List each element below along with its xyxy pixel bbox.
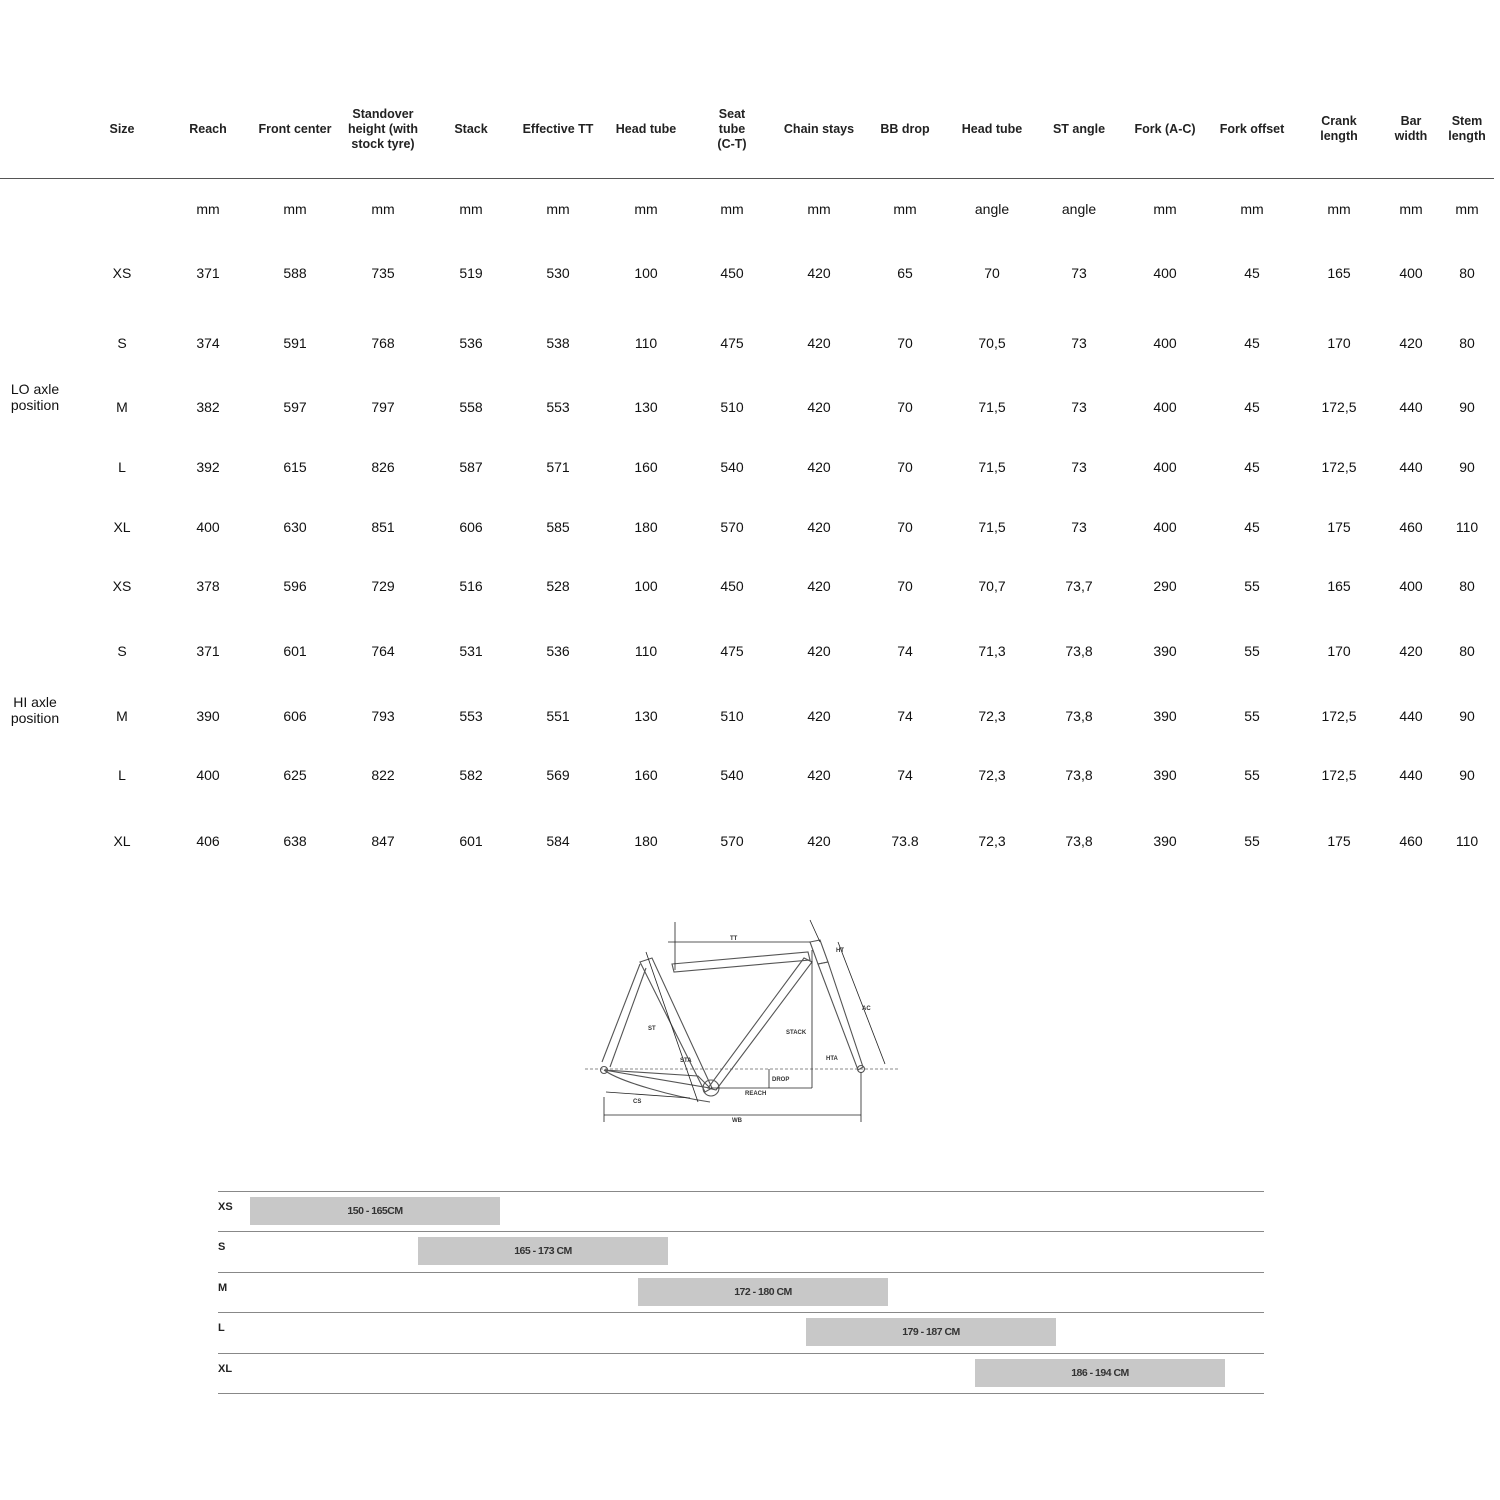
table-cell: 793	[371, 708, 395, 724]
chart-size-label: L	[218, 1322, 225, 1334]
table-cell: 822	[371, 767, 395, 783]
table-cell: 73,8	[1065, 833, 1093, 849]
chart-size-label: S	[218, 1241, 226, 1253]
table-cell: 65	[897, 265, 913, 281]
table-cell: 536	[459, 335, 483, 351]
table-cell: 851	[371, 519, 395, 535]
table-cell: 70	[897, 399, 913, 415]
table-cell: 73	[1071, 399, 1087, 415]
column-header-text: Chain stays	[783, 121, 855, 136]
table-cell: 371	[196, 265, 220, 281]
size-cell: XL	[113, 833, 131, 849]
chart-row	[218, 1353, 1264, 1393]
table-cell: 587	[459, 459, 483, 475]
unit-cell: angle	[1061, 201, 1097, 217]
table-cell: 420	[807, 578, 831, 594]
table-cell: 571	[546, 459, 570, 475]
column-header	[1120, 108, 1210, 150]
table-cell: 400	[1399, 578, 1423, 594]
table-cell: 553	[459, 708, 483, 724]
unit-cell: mm	[720, 201, 744, 217]
table-cell: 74	[897, 643, 913, 659]
size-cell: S	[117, 335, 127, 351]
table-cell: 536	[546, 643, 570, 659]
table-cell: 130	[634, 399, 658, 415]
table-cell: 460	[1399, 833, 1423, 849]
label-sta: STA	[680, 1058, 692, 1064]
table-cell: 160	[634, 767, 658, 783]
seat-tube	[640, 958, 712, 1092]
table-cell: 420	[807, 459, 831, 475]
unit-cell: mm	[807, 201, 831, 217]
table-cell: 290	[1153, 578, 1177, 594]
table-cell: 584	[546, 833, 570, 849]
unit-cell: mm	[371, 201, 395, 217]
table-cell: 625	[283, 767, 307, 783]
table-cell: 420	[807, 335, 831, 351]
table-cell: 70,7	[978, 578, 1006, 594]
table-cell: 180	[634, 833, 658, 849]
cs-dim	[606, 1092, 690, 1098]
chart-size-label: M	[218, 1282, 228, 1294]
table-cell: 585	[546, 519, 570, 535]
table-cell: 172,5	[1321, 459, 1357, 475]
table-cell: 73,8	[1065, 708, 1093, 724]
table-cell: 729	[371, 578, 395, 594]
size-cell: S	[117, 643, 127, 659]
table-cell: 90	[1459, 399, 1475, 415]
table-cell: 390	[1153, 833, 1177, 849]
unit-cell: mm	[283, 201, 307, 217]
table-cell: 540	[720, 459, 744, 475]
column-header	[77, 108, 167, 150]
column-header	[163, 108, 253, 150]
table-cell: 519	[459, 265, 483, 281]
table-cell: 553	[546, 399, 570, 415]
table-cell: 55	[1244, 767, 1260, 783]
table-cell: 172,5	[1321, 767, 1357, 783]
table-cell: 420	[807, 833, 831, 849]
table-cell: 110	[634, 335, 658, 351]
table-cell: 570	[720, 519, 744, 535]
header-divider	[0, 178, 1494, 179]
table-cell: 460	[1399, 519, 1423, 535]
table-cell: 55	[1244, 643, 1260, 659]
table-cell: 80	[1459, 643, 1475, 659]
table-cell: 175	[1327, 833, 1351, 849]
column-header-text: Fork (A-C)	[1134, 121, 1196, 136]
table-cell: 130	[634, 708, 658, 724]
label-ht: HT	[836, 948, 844, 954]
table-cell: 73.8	[891, 833, 919, 849]
table-cell: 70	[897, 519, 913, 535]
table-cell: 70	[897, 578, 913, 594]
column-header-text: Fork offset	[1219, 121, 1285, 136]
table-cell: 100	[634, 265, 658, 281]
table-cell: 45	[1244, 399, 1260, 415]
table-cell: 420	[807, 265, 831, 281]
column-header	[1034, 108, 1124, 150]
unit-cell: mm	[1240, 201, 1264, 217]
table-cell: 55	[1244, 833, 1260, 849]
table-cell: 55	[1244, 708, 1260, 724]
column-header-text: Head tube	[615, 121, 677, 136]
table-cell: 630	[283, 519, 307, 535]
table-cell: 73	[1071, 265, 1087, 281]
unit-cell: mm	[893, 201, 917, 217]
size-cell: L	[118, 459, 126, 475]
column-header	[860, 108, 950, 150]
table-cell: 73	[1071, 335, 1087, 351]
size-cell: L	[118, 767, 126, 783]
column-header	[344, 108, 422, 150]
label-reach: REACH	[745, 1091, 767, 1097]
table-cell: 420	[807, 399, 831, 415]
table-cell: 601	[459, 833, 483, 849]
table-cell: 45	[1244, 459, 1260, 475]
unit-cell: mm	[196, 201, 220, 217]
table-cell: 440	[1399, 459, 1423, 475]
table-cell: 165	[1327, 265, 1351, 281]
top-tube	[672, 952, 810, 972]
table-cell: 558	[459, 399, 483, 415]
column-header	[1445, 108, 1489, 150]
table-cell: 420	[1399, 643, 1423, 659]
size-cell: XL	[113, 519, 131, 535]
axle-position-label: LO axle position	[10, 381, 60, 413]
table-cell: 420	[807, 767, 831, 783]
table-cell: 45	[1244, 265, 1260, 281]
table-cell: 516	[459, 578, 483, 594]
table-cell: 90	[1459, 708, 1475, 724]
table-cell: 71,5	[978, 519, 1006, 535]
table-cell: 596	[283, 578, 307, 594]
label-stack: STACK	[786, 1030, 807, 1036]
table-cell: 764	[371, 643, 395, 659]
table-cell: 606	[459, 519, 483, 535]
height-range-bar: 165 - 173 CM	[418, 1237, 668, 1265]
table-cell: 735	[371, 265, 395, 281]
table-cell: 73,7	[1065, 578, 1093, 594]
column-header-text: Seat tube (C-T)	[717, 106, 747, 151]
unit-cell: mm	[546, 201, 570, 217]
column-header-text: Bar width	[1394, 114, 1428, 143]
column-header-text: ST angle	[1052, 121, 1106, 136]
label-wb: WB	[732, 1118, 742, 1124]
table-cell: 591	[283, 335, 307, 351]
unit-cell: mm	[459, 201, 483, 217]
table-cell: 400	[196, 519, 220, 535]
column-header	[601, 108, 691, 150]
table-cell: 71,3	[978, 643, 1006, 659]
size-cell: XS	[112, 578, 132, 594]
table-cell: 80	[1459, 578, 1475, 594]
table-cell: 73	[1071, 459, 1087, 475]
table-cell: 588	[283, 265, 307, 281]
table-cell: 400	[1153, 399, 1177, 415]
label-hta: HTA	[826, 1056, 838, 1062]
table-cell: 638	[283, 833, 307, 849]
table-cell: 392	[196, 459, 220, 475]
table-cell: 400	[1399, 265, 1423, 281]
label-cs: CS	[633, 1099, 642, 1105]
table-cell: 475	[720, 335, 744, 351]
table-cell: 70	[984, 265, 1000, 281]
table-cell: 74	[897, 767, 913, 783]
table-cell: 110	[1455, 833, 1479, 849]
table-cell: 826	[371, 459, 395, 475]
table-cell: 597	[283, 399, 307, 415]
label-tt: TT	[730, 936, 738, 942]
chart-size-label: XL	[218, 1363, 233, 1375]
table-cell: 160	[634, 459, 658, 475]
column-header	[1207, 108, 1297, 150]
chart-row	[218, 1191, 1264, 1231]
table-cell: 510	[720, 708, 744, 724]
table-cell: 90	[1459, 459, 1475, 475]
height-range-bar: 172 - 180 CM	[638, 1278, 888, 1306]
column-header-text: BB drop	[880, 121, 930, 136]
table-cell: 100	[634, 578, 658, 594]
down-tube	[708, 958, 812, 1090]
table-cell: 72,3	[978, 767, 1006, 783]
table-cell: 601	[283, 643, 307, 659]
label-st: ST	[648, 1026, 656, 1032]
column-header	[513, 108, 603, 150]
table-cell: 400	[196, 767, 220, 783]
table-cell: 538	[546, 335, 570, 351]
table-cell: 110	[1455, 519, 1479, 535]
table-cell: 74	[897, 708, 913, 724]
table-cell: 45	[1244, 519, 1260, 535]
table-cell: 569	[546, 767, 570, 783]
table-cell: 797	[371, 399, 395, 415]
table-cell: 400	[1153, 335, 1177, 351]
table-cell: 180	[634, 519, 658, 535]
unit-cell: mm	[1153, 201, 1177, 217]
table-cell: 165	[1327, 578, 1351, 594]
table-cell: 440	[1399, 399, 1423, 415]
table-cell: 540	[720, 767, 744, 783]
table-cell: 420	[807, 708, 831, 724]
table-cell: 90	[1459, 767, 1475, 783]
table-cell: 420	[1399, 335, 1423, 351]
column-header-text: Stack	[454, 121, 488, 136]
column-header-text: Head tube	[961, 121, 1023, 136]
size-cell: M	[116, 708, 128, 724]
size-cell: XS	[112, 265, 132, 281]
table-cell: 382	[196, 399, 220, 415]
size-cell: M	[116, 399, 128, 415]
table-cell: 72,3	[978, 708, 1006, 724]
height-range-bar: 186 - 194 CM	[975, 1359, 1225, 1387]
table-cell: 55	[1244, 578, 1260, 594]
height-range-bar: 150 - 165CM	[250, 1197, 500, 1225]
chart-row	[218, 1272, 1264, 1312]
table-cell: 73,8	[1065, 643, 1093, 659]
label-drop: DROP	[772, 1077, 790, 1083]
column-header	[1389, 108, 1433, 150]
table-cell: 406	[196, 833, 220, 849]
table-cell: 475	[720, 643, 744, 659]
table-cell: 615	[283, 459, 307, 475]
ac-dim	[838, 942, 885, 1064]
column-header-text: Front center	[258, 121, 332, 136]
table-cell: 531	[459, 643, 483, 659]
table-cell: 450	[720, 265, 744, 281]
unit-cell: mm	[634, 201, 658, 217]
table-cell: 71,5	[978, 399, 1006, 415]
column-header-text: Reach	[189, 121, 227, 136]
column-header-text: Stem length	[1448, 114, 1486, 143]
frame-geometry-diagram	[580, 912, 905, 1127]
table-cell: 80	[1459, 265, 1475, 281]
table-cell: 400	[1153, 519, 1177, 535]
axle-position-label: HI axle position	[10, 694, 60, 726]
table-cell: 440	[1399, 767, 1423, 783]
unit-cell: mm	[1455, 201, 1479, 217]
unit-cell: angle	[974, 201, 1010, 217]
table-cell: 551	[546, 708, 570, 724]
height-range-bar: 179 - 187 CM	[806, 1318, 1056, 1346]
column-header	[947, 108, 1037, 150]
table-cell: 530	[546, 265, 570, 281]
table-cell: 390	[1153, 708, 1177, 724]
table-cell: 80	[1459, 335, 1475, 351]
column-header	[1317, 108, 1361, 150]
column-header	[774, 108, 864, 150]
table-cell: 70	[897, 459, 913, 475]
column-header	[250, 108, 340, 150]
table-cell: 378	[196, 578, 220, 594]
table-cell: 172,5	[1321, 708, 1357, 724]
table-cell: 175	[1327, 519, 1351, 535]
table-cell: 170	[1327, 335, 1351, 351]
table-cell: 73,8	[1065, 767, 1093, 783]
table-cell: 45	[1244, 335, 1260, 351]
table-cell: 390	[1153, 643, 1177, 659]
table-cell: 400	[1153, 265, 1177, 281]
table-cell: 390	[196, 708, 220, 724]
table-cell: 450	[720, 578, 744, 594]
table-cell: 847	[371, 833, 395, 849]
chart-row	[218, 1231, 1264, 1271]
column-header-text: Size	[109, 121, 135, 136]
label-ac: AC	[862, 1006, 871, 1012]
column-header	[710, 108, 754, 150]
column-header-text: Crank length	[1320, 114, 1358, 143]
table-cell: 510	[720, 399, 744, 415]
table-cell: 170	[1327, 643, 1351, 659]
table-cell: 582	[459, 767, 483, 783]
column-header	[426, 108, 516, 150]
table-cell: 73	[1071, 519, 1087, 535]
table-cell: 172,5	[1321, 399, 1357, 415]
head-tube	[810, 940, 828, 964]
table-cell: 420	[807, 643, 831, 659]
table-cell: 110	[634, 643, 658, 659]
fork	[818, 962, 863, 1070]
table-cell: 420	[807, 519, 831, 535]
chart-size-label: XS	[218, 1201, 233, 1213]
table-cell: 768	[371, 335, 395, 351]
table-cell: 606	[283, 708, 307, 724]
table-cell: 528	[546, 578, 570, 594]
table-cell: 72,3	[978, 833, 1006, 849]
chart-row	[218, 1312, 1264, 1352]
column-header-text: Standover height (with stock tyre)	[347, 106, 419, 151]
column-header-text: Effective TT	[522, 121, 594, 136]
table-cell: 400	[1153, 459, 1177, 475]
chart-gridline	[218, 1393, 1264, 1394]
table-cell: 374	[196, 335, 220, 351]
unit-cell: mm	[1399, 201, 1423, 217]
table-cell: 70,5	[978, 335, 1006, 351]
table-cell: 371	[196, 643, 220, 659]
table-cell: 70	[897, 335, 913, 351]
table-cell: 570	[720, 833, 744, 849]
table-cell: 71,5	[978, 459, 1006, 475]
unit-cell: mm	[1327, 201, 1351, 217]
table-cell: 390	[1153, 767, 1177, 783]
table-cell: 440	[1399, 708, 1423, 724]
